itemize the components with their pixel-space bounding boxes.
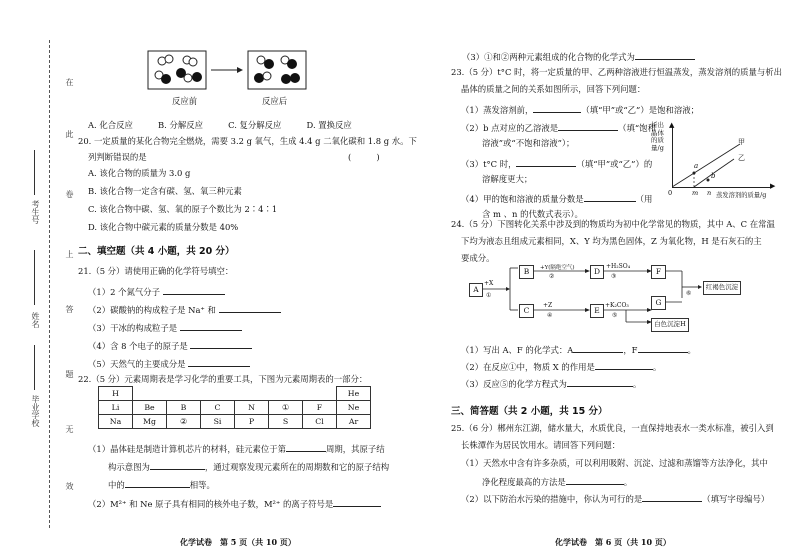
q22-sub1-cont: 构示意图为 ，通过观察发现元素所在的周期数和它的原子结构 [108, 462, 390, 472]
white-precipitate: 白色沉淀H [651, 318, 689, 332]
reagent-label: +H₂SO₄ [606, 263, 631, 270]
q25-sub2: （2）以下防治水污染的措施中，你认为可行的是 （填写字母编号） [461, 494, 770, 504]
step-label: ④ [547, 312, 553, 319]
element-cell: H [99, 387, 133, 401]
q23-stem: 23.（5 分）t°C 时，将一定质量的甲、乙两种溶液进行恒温蒸发，蒸发溶剂的质量与析出 [451, 67, 783, 77]
element-cell: Cl [303, 415, 337, 429]
element-cell: ① [269, 401, 303, 415]
cut-char: 此 [65, 130, 74, 138]
cut-char: 卷 [65, 190, 74, 198]
answer-blank[interactable] [190, 339, 252, 349]
element-cell: Mg [133, 415, 167, 429]
series-line-yi-end [718, 159, 734, 170]
element-cell: Ar [337, 415, 371, 429]
cut-char: 题 [65, 370, 74, 378]
school-label: 毕业学校 [31, 395, 40, 427]
q20-option-d[interactable]: D. 该化合物中碳元素的质量分数是 40% [88, 222, 239, 232]
answer-blank[interactable] [286, 442, 326, 452]
section-title: 二、填空题（共 4 小题，共 20 分） [78, 246, 235, 257]
q20-stem-cont: 列判断错误的是 [88, 152, 147, 162]
q23-sub4: （4）甲的饱和溶液的质量分数是 （用 [461, 194, 653, 204]
q21-item: （3）干冰的构成粒子是 [88, 321, 242, 334]
q25-stem: 25.（6 分）郴州东江湖，储水量大，水质优良，一直保持地表水一类水标准，被引入到 [451, 423, 774, 433]
answer-blank[interactable] [567, 377, 633, 387]
q23-sub3-cont: 溶解度更大； [482, 174, 533, 184]
periodic-table [98, 386, 371, 429]
q24-sub3: （3）反应⑤的化学方程式为 。 [461, 379, 642, 389]
cut-char: 在 [65, 78, 74, 86]
q22-sub1: （1）晶体硅是制造计算机芯片的材料，硅元素位于第 周期，其原子结 [88, 444, 385, 454]
element-cell: Ne [337, 401, 371, 415]
element-cell: Li [99, 401, 133, 415]
node-a: A [469, 283, 483, 297]
q23-sub1: （1）蒸发溶剂前， （填“甲”或“乙”）是饱和溶液； [461, 105, 699, 115]
element-cell: Be [133, 401, 167, 415]
node-d: D [590, 265, 604, 279]
answer-blank[interactable] [584, 192, 636, 202]
q24-stem-cont: 要成分。 [461, 253, 495, 263]
answer-blank[interactable] [516, 157, 576, 167]
arrow-up-icon: ▲ [669, 121, 675, 129]
exam-no-label: 考生号 [31, 200, 40, 224]
q23-sub4-cont: 含 m 、n 的代数式表示）。 [482, 209, 583, 219]
q22-sub1-cont: 中的 相等。 [108, 480, 215, 490]
q20-option-c[interactable]: C. 该化合物中碳、氢、氧的原子个数比为 2∶4∶1 [88, 204, 278, 214]
answer-blank[interactable] [595, 360, 653, 370]
q25-stem-cont: 长株潭作为居民饮用水。请回答下列问题： [461, 440, 621, 450]
exam-no-field[interactable] [34, 150, 35, 195]
q21-item: （1）2 个氮气分子 [88, 285, 225, 298]
reagent-label: +Y(隔绝空气) [540, 265, 575, 271]
point-a-marker [693, 172, 696, 175]
page-footer: 化学试卷 第 6 页（共 10 页） [555, 537, 671, 547]
cut-char: 无 [65, 425, 74, 433]
node-e: E [590, 304, 604, 318]
graph-lines [672, 140, 752, 188]
reagent-label: +K₂CO₃ [605, 302, 629, 309]
cut-char: 效 [65, 482, 74, 490]
tick-n: n [707, 189, 712, 197]
tick-m: m [692, 189, 699, 197]
q22-sub2: （2）M²⁺ 和 Ne 原子具有相同的核外电子数，M²⁺ 的离子符号是 [88, 497, 381, 510]
answer-blank[interactable] [125, 478, 190, 488]
point-b: b [711, 172, 716, 180]
before-label: 反应前 [172, 96, 198, 106]
step-label: ② [549, 273, 555, 280]
reagent-label: +X [484, 280, 494, 287]
element-cell: S [269, 415, 303, 429]
step-label: ⑥ [686, 290, 692, 297]
after-label: 反应后 [262, 96, 288, 106]
cut-char: 上 [65, 250, 74, 258]
series-jia-label: 甲 [738, 138, 745, 146]
point-b-marker [707, 179, 710, 182]
element-cell: B [167, 401, 201, 415]
element-cell: P [235, 415, 269, 429]
q23-sub2-cont: 溶液”或“不饱和溶液”）； [482, 138, 575, 148]
q22-sub3: （3）①和②两种元素组成的化合物的化学式为 [462, 50, 695, 63]
q20-option-b[interactable]: B. 该化合物一定含有碳、氢、氧三种元素 [88, 186, 242, 196]
y-axis-label: 析出 晶体 的质 量/g [651, 121, 664, 152]
answer-blank[interactable] [180, 321, 242, 331]
answer-blank[interactable] [163, 285, 225, 295]
element-cell: F [303, 401, 337, 415]
series-yi-label: 乙 [738, 154, 745, 162]
q24-sub2: （2）在反应①中，物质 X 的作用是 。 [461, 362, 662, 372]
step-label: ③ [611, 273, 617, 280]
answer-blank[interactable] [219, 303, 281, 313]
page-footer: 化学试卷 第 5 页（共 10 页） [180, 537, 296, 547]
answer-blank[interactable] [638, 343, 688, 353]
q19-options: A. 化合反应 B. 分解反应 C. 复分解反应 D. 置换反应 [88, 120, 352, 130]
answer-blank[interactable] [642, 492, 702, 502]
origin-label: 0 [668, 189, 673, 197]
q23-sub2: （2）b 点对应的乙溶液是 （填“饱和 [461, 123, 656, 133]
element-cell: ② [167, 415, 201, 429]
school-field[interactable] [34, 345, 35, 390]
q23-stem-cont: 晶体的质量之间的关系如图所示，回答下列问题： [461, 84, 646, 94]
section-title: 三、简答题（共 2 小题，共 15 分） [451, 406, 608, 417]
red-precipitate: 红褐色沉淀 [703, 281, 741, 295]
node-f: F [651, 265, 666, 279]
q21-item: （5）天然气的主要成分是 [88, 357, 250, 370]
element-cell: N [235, 401, 269, 415]
answer-blank[interactable] [188, 357, 250, 367]
q22-stem: 22.（5 分）元素周期表是学习化学的重要工具，下图为元素周期表的一部分： [78, 374, 368, 384]
node-b: B [519, 265, 534, 279]
answer-blank[interactable] [333, 497, 381, 507]
q20-option-a[interactable]: A. 该化合物的质量为 3.0 g [88, 168, 191, 178]
element-cell: Na [99, 415, 133, 429]
answer-blank[interactable] [566, 475, 624, 485]
name-label: 姓名 [31, 312, 40, 328]
answer-blank[interactable] [558, 121, 618, 131]
q21-item: （4）含 8 个电子的原子是 [88, 339, 252, 352]
q21-stem: 21.（5 分）请使用正确的化学符号填空： [78, 266, 234, 276]
answer-blank[interactable] [635, 50, 695, 60]
element-cell: Si [201, 415, 235, 429]
q20-stem: 20. 一定质量的某化合物完全燃烧，需要 3.2 g 氧气，生成 4.4 g 二氧化碳和 1.8 g 水。下 [78, 136, 417, 146]
q21-item: （2）碳酸钠的构成粒子是 Na⁺ 和 [88, 303, 281, 316]
q24-sub1: （1）写出 A、F 的化学式：A ，F 。 [461, 345, 696, 355]
cut-char: 答 [65, 305, 74, 313]
name-field[interactable] [34, 250, 35, 305]
q24-stem: 24.（5 分）下图转化关系中涉及到的物质均为初中化学常见的物质，其中 A、C 在常温 [451, 219, 775, 229]
point-a: a [694, 162, 699, 170]
answer-paren[interactable]: ( ) [348, 152, 380, 162]
answer-blank[interactable] [150, 460, 205, 470]
answer-blank[interactable] [533, 103, 581, 113]
q25-sub1: （1）天然水中含有许多杂质，可以利用吸附、沉淀、过滤和蒸馏等方法净化，其中 [461, 458, 768, 468]
q25-sub1-cont: 净化程度最高的方法是 。 [482, 477, 633, 487]
element-cell: He [337, 387, 371, 401]
cut-line [49, 40, 50, 528]
step-label: ① [486, 292, 492, 299]
reagent-label: +Z [543, 302, 553, 309]
arrow-right-icon: ▶ [770, 182, 776, 190]
answer-blank[interactable] [573, 343, 623, 353]
node-c: C [519, 304, 534, 318]
element-cell: C [201, 401, 235, 415]
q23-sub3: （3）t°C 时， （填“甲”或“乙”）的 [461, 159, 653, 169]
series-line-jia [672, 144, 740, 187]
x-axis-label: 蒸发溶剂的质量/g [716, 192, 767, 199]
node-g: G [651, 296, 666, 310]
step-label: ⑤ [612, 312, 618, 319]
q24-stem-cont: 下均为液态且组成元素相同，X、Y 均为黑色固体，Z 为氧化物，H 是石灰石的主 [461, 236, 762, 246]
